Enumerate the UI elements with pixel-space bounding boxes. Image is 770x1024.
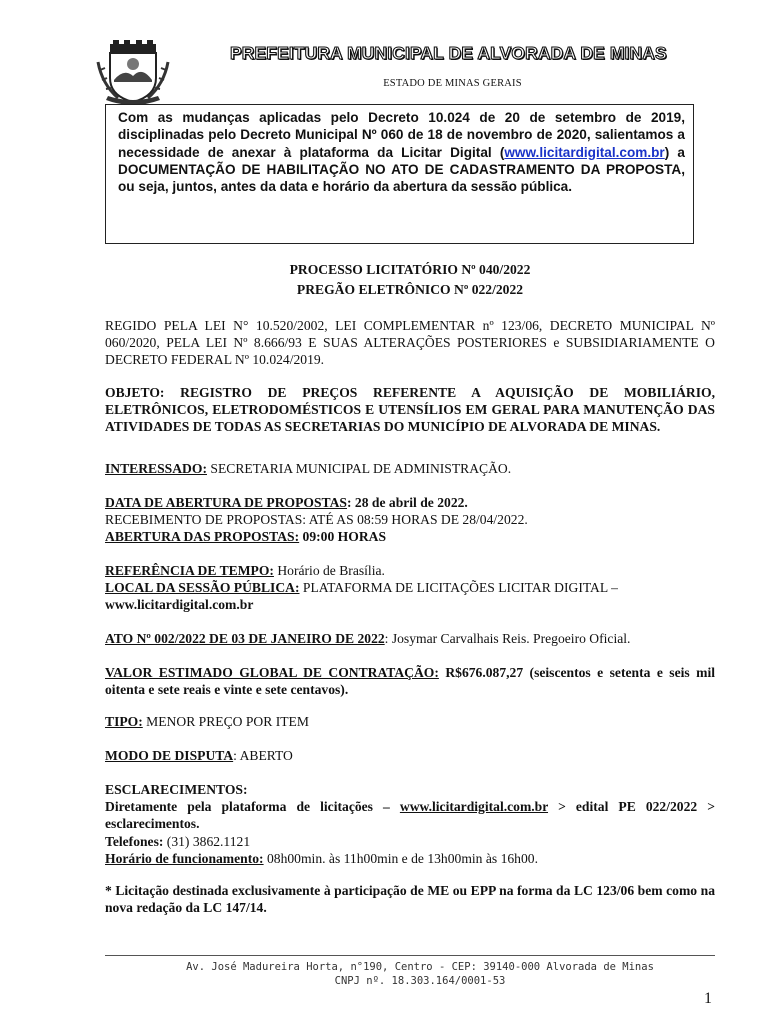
process-number: PROCESSO LICITATÓRIO Nº 040/2022 xyxy=(289,262,531,277)
nota-paragraph: * Licitação destinada exclusivamente à participação de ME ou EPP na forma da LC 123/06 bem como na nova redação da LC 147/14. xyxy=(105,883,715,916)
esclarecimentos-text-end: > edital PE 022/2022 > esclarecimentos. xyxy=(105,799,715,832)
local-value: PLATAFORMA DE LICITAÇÕES LICITAR DIGITAL – xyxy=(299,580,618,595)
footer-address: Av. José Madureira Horta, n°190, Centro - CEP: 39140-000 Alvorada de Minas xyxy=(186,961,654,973)
abertura-label: ABERTURA DAS PROPOSTAS: xyxy=(105,529,300,544)
esclarecimentos-line xyxy=(105,798,715,832)
municipal-coat-of-arms-icon xyxy=(96,40,170,106)
tipo-value: MENOR PREÇO POR ITEM xyxy=(142,714,309,729)
header-title: PREFEITURA MUNICIPAL DE ALVORADA DE MINAS xyxy=(230,43,667,63)
footer-divider xyxy=(105,955,715,956)
page-number: 1 xyxy=(704,990,712,1007)
horario-value: 08h00min. às 11h00min e de 13h00min às 16h00. xyxy=(263,850,538,866)
ato-value: : Josymar Carvalhais Reis. Pregoeiro Oficial. xyxy=(384,631,631,646)
abertura-value: 09:00 HORAS xyxy=(299,529,387,544)
referencia-value: Horário de Brasília. xyxy=(273,563,385,578)
horario-line xyxy=(105,850,715,867)
data-abertura-label: DATA DE ABERTURA DE PROPOSTAS xyxy=(105,495,347,510)
notice-box xyxy=(105,104,694,244)
pregao-number: PREGÃO ELETRÔNICO Nº 022/2022 xyxy=(296,282,524,297)
footer-cnpj: CNPJ nº. 18.303.164/0001-53 xyxy=(334,975,506,987)
abertura-line xyxy=(105,528,715,545)
notice-link[interactable]: www.licitardigital.com.br xyxy=(504,144,665,160)
data-abertura-line xyxy=(105,494,715,511)
esclarecimentos-heading: ESCLARECIMENTOS: xyxy=(105,782,248,797)
valor-value: R$676.087,27 (seiscentos e setenta e seis mil oitenta e sete reais e vinte e sete centavos). xyxy=(105,665,715,698)
notice-text-end: ) a DOCUMENTAÇÃO DE HABILITAÇÃO NO ATO DE CADASTRAMENTO DA PROPOSTA, ou seja, juntos, antes da data e horário da abertura da sessão pública. xyxy=(118,144,685,195)
valor-line xyxy=(105,664,715,698)
telefones-line xyxy=(105,833,715,850)
horario-label: Horário de funcionamento: xyxy=(105,850,264,866)
objeto-paragraph: OBJETO: REGISTRO DE PREÇOS REFERENTE A AQUISIÇÃO DE MOBILIÁRIO, ELETRÔNICOS, ELETRODOMÉSTICOS E UTENSÍLIOS EM GERAL PARA MANUTENÇÃO DAS ATIVIDADES DE TODAS AS SECRETARIAS DO MUNICÍPIO DE ALVORADA DE MINAS. xyxy=(105,385,715,435)
esclarecimentos-link[interactable]: www.licitardigital.com.br xyxy=(399,799,549,815)
modo-line xyxy=(105,747,715,764)
interessado-value: SECRETARIA MUNICIPAL DE ADMINISTRAÇÃO. xyxy=(206,461,512,476)
notice-text: Com as mudanças aplicadas pelo Decreto 10.024 de 20 de setembro de 2019, disciplinadas pelo Decreto Municipal Nº 060 de 18 de novembro de 2020, salientamos a necessidade de anexar à plataforma da Licitar Digital ( xyxy=(118,110,685,160)
telefones-label: Telefones: xyxy=(105,833,164,849)
ato-label: ATO Nº 002/2022 DE 03 DE JANEIRO DE 2022 xyxy=(105,631,385,646)
interessado-label: INTERESSADO: xyxy=(105,461,207,476)
footer xyxy=(105,960,735,988)
ato-line xyxy=(105,630,715,647)
esclarecimentos-section xyxy=(105,781,715,867)
local-line xyxy=(105,579,715,613)
esclarecimentos-text: Diretamente pela plataforma de licitações – xyxy=(105,799,400,815)
modo-value: : ABERTO xyxy=(233,748,293,763)
telefones-value: (31) 3862.1121 xyxy=(163,833,251,849)
interessado-line xyxy=(105,460,715,477)
referencia-label: REFERÊNCIA DE TEMPO: xyxy=(105,563,274,578)
recebimento-line: RECEBIMENTO DE PROPOSTAS: ATÉ AS 08:59 HORAS DE 28/04/2022. xyxy=(105,512,528,527)
tipo-label: TIPO: xyxy=(105,714,143,729)
valor-label: VALOR ESTIMADO GLOBAL DE CONTRATAÇÃO: xyxy=(105,665,439,680)
local-url[interactable]: www.licitardigital.com.br xyxy=(105,597,254,613)
data-abertura-value: : 28 de abril de 2022. xyxy=(346,495,468,510)
regido-paragraph: REGIDO PELA LEI N° 10.520/2002, LEI COMPLEMENTAR nº 123/06, DECRETO MUNICIPAL Nº 060/2020, PELA LEI Nº 8.666/93 E SUAS ALTERAÇÕES POSTERIORES e SUBSIDIARIAMENTE O DECRETO FEDERAL Nº 10.024/2019. xyxy=(105,318,715,368)
tipo-line xyxy=(105,713,715,730)
modo-label: MODO DE DISPUTA xyxy=(105,748,234,763)
local-label: LOCAL DA SESSÃO PÚBLICA: xyxy=(105,580,300,595)
header-subtitle: ESTADO DE MINAS GERAIS xyxy=(383,78,522,89)
referencia-line xyxy=(105,562,715,579)
